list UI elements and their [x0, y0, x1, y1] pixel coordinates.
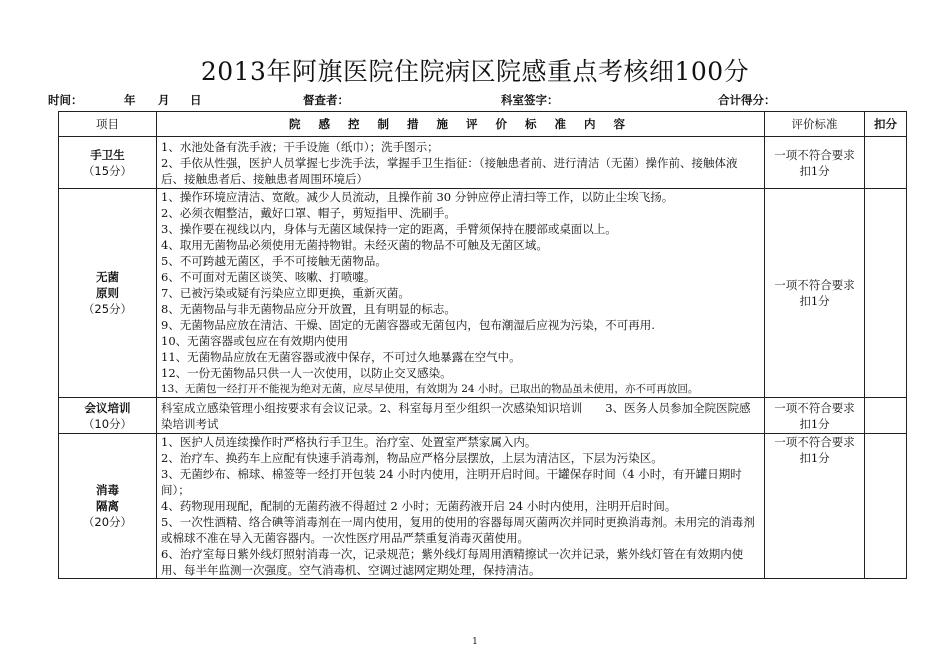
- header-standard: 评价标准: [765, 112, 865, 137]
- category-name-2: 原则: [96, 286, 119, 300]
- category-score: （25分）: [82, 302, 133, 316]
- content-line: 4、药物现用现配，配制的无菌药液不得超过 2 小时；无菌药液开启 24 小时内使用，注明开启时间。: [161, 499, 677, 513]
- meta-inspector-label: 督查者：: [303, 93, 349, 107]
- category-name: 消毒: [96, 483, 119, 497]
- content-line: 6、治疗室每日紫外线灯照射消毒一次，记录规范；紫外线灯每周用酒精擦试一次并记录，紫外线灯管在有效期内使用、每半年监测一次强度。空气消毒机、空调过滤网定期处理，保持清洁。: [161, 547, 744, 577]
- row-deduct-cell[interactable]: [865, 398, 907, 434]
- header-content: 院 感 控 制 措 施 评 价 标 准 内 容: [157, 112, 765, 137]
- table-row: [59, 137, 907, 189]
- content-line: 8、无菌物品与非无菌物品应分开放置，且有明显的标志。: [161, 302, 456, 316]
- content-line: 6、不可面对无菌区谈笑、咳嗽、打喷嚏。: [161, 270, 376, 284]
- content-line: 10、无菌容器或包应在有效期内使用: [161, 334, 349, 348]
- content-line: 9、无菌物品应放在清洁、干燥、固定的无菌容器或无菌包内，包布潮湿后应视为污染，不可再用.: [161, 318, 655, 332]
- header-deduct: 扣分: [865, 112, 907, 137]
- content-line: 13、无菌包一经打开不能视为绝对无菌，应尽早使用，有效期为 24 小时。已取出的物品虽未使用，亦不可再放回。: [161, 383, 699, 395]
- assessment-table: [58, 111, 907, 579]
- meta-time-label: 时间：: [48, 93, 83, 107]
- row-category: [59, 398, 157, 434]
- content-line: 1、操作环境应清洁、宽敞。减少人员流动，且操作前 30 分钟应停止清扫等工作，以防止尘埃飞扬。: [161, 190, 674, 204]
- row-standard: 一项不符合要求扣1分: [765, 137, 865, 189]
- content-line: 科室成立感染管理小组按要求有会议记录。2、科室每月至少组织一次感染知识培训 3、医务人员参加全院医院感染培训考试: [161, 400, 751, 431]
- row-content: [157, 398, 765, 434]
- row-category: [59, 189, 157, 398]
- content-line: 5、不可跨越无菌区，手不可接触无菌物品。: [161, 254, 387, 268]
- category-name: 无菌: [96, 270, 119, 284]
- page-title: 2013年阿旗医院住院病区院感重点考核细100分: [200, 57, 750, 86]
- table-row: [59, 434, 907, 579]
- row-standard: 一项不符合要求扣1分: [765, 189, 865, 398]
- content-line: 1、医护人员连续操作时严格执行手卫生。治疗室、处置室严禁家属入内。: [161, 435, 537, 449]
- content-line: 7、已被污染或疑有污染应立即更换，重新灭菌。: [161, 286, 410, 300]
- row-content: [157, 189, 765, 398]
- content-line: 2、手依从性强，医护人员掌握七步洗手法，掌握手卫生指征：（接触患者前、进行清洁（无菌）操作前、接触体液后、接触患者后、接触患者周围环境后）: [161, 155, 738, 186]
- row-category: [59, 434, 157, 579]
- row-deduct-cell[interactable]: [865, 137, 907, 189]
- content-line: 3、操作要在视线以内，身体与无菌区域保持一定的距离，手臂须保持在腰部或桌面以上。: [161, 222, 617, 236]
- row-deduct-cell[interactable]: [865, 434, 907, 579]
- content-line: 12、一份无菌物品只供一人一次使用，以防止交叉感染。: [161, 366, 452, 380]
- content-line: 2、治疗车、换药车上应配有快速手消毒剂，物品应严格分层摆放，上层为清洁区，下层为污染区。: [161, 451, 663, 465]
- content-line: 5、一次性酒精、络合碘等消毒剂在一周内使用，复用的使用的容器每周灭菌两次并同时更换消毒剂。未用完的消毒剂或棉球不准在导入无菌容器内。一次性医疗用品严禁重复消毒灭菌使用。: [161, 515, 755, 545]
- row-standard: 一项不符合要求扣1分: [765, 398, 865, 434]
- table-row: [59, 398, 907, 434]
- row-category: [59, 137, 157, 189]
- meta-year-label: 年: [124, 93, 136, 107]
- row-deduct-cell[interactable]: [865, 189, 907, 398]
- content-line: 4、取用无菌物品必须使用无菌持物钳。未经灭菌的物品不可触及无菌区域。: [161, 238, 548, 252]
- category-name: 手卫生: [90, 147, 125, 162]
- category-name-2: 隔离: [96, 499, 119, 513]
- row-content: [157, 434, 765, 579]
- meta-total-label: 合计得分：: [718, 93, 776, 107]
- content-line: 1、水池处备有洗手液；干手设施（纸巾）；洗手图示；: [161, 139, 439, 154]
- category-score: （20分）: [82, 515, 133, 529]
- page-number: 1: [472, 637, 478, 647]
- meta-dept-sign-label: 科室签字：: [501, 93, 559, 107]
- row-content: [157, 137, 765, 189]
- meta-day-label: 日: [190, 93, 202, 107]
- meta-month-label: 月: [158, 93, 170, 107]
- row-standard: 一项不符合要求扣1分: [765, 434, 865, 579]
- category-score: （10分）: [82, 416, 133, 431]
- content-line: 3、无菌纱布、棉球、棉签等一经打开包装 24 小时内使用，注明开启时间。干罐保存时间（4 小时，有开罐日期时间）；: [161, 467, 742, 497]
- content-line: 11、无菌物品应放在无菌容器或液中保存，不可过久地暴露在空气中。: [161, 350, 521, 364]
- category-name: 会议培训: [84, 400, 131, 415]
- table-header-row: [59, 112, 907, 137]
- category-score: （15分）: [82, 163, 133, 178]
- content-line: 2、必须衣帽整洁，戴好口罩、帽子，剪短指甲、洗刷手。: [161, 206, 456, 220]
- header-item: 项目: [59, 112, 157, 137]
- table-row: [59, 189, 907, 398]
